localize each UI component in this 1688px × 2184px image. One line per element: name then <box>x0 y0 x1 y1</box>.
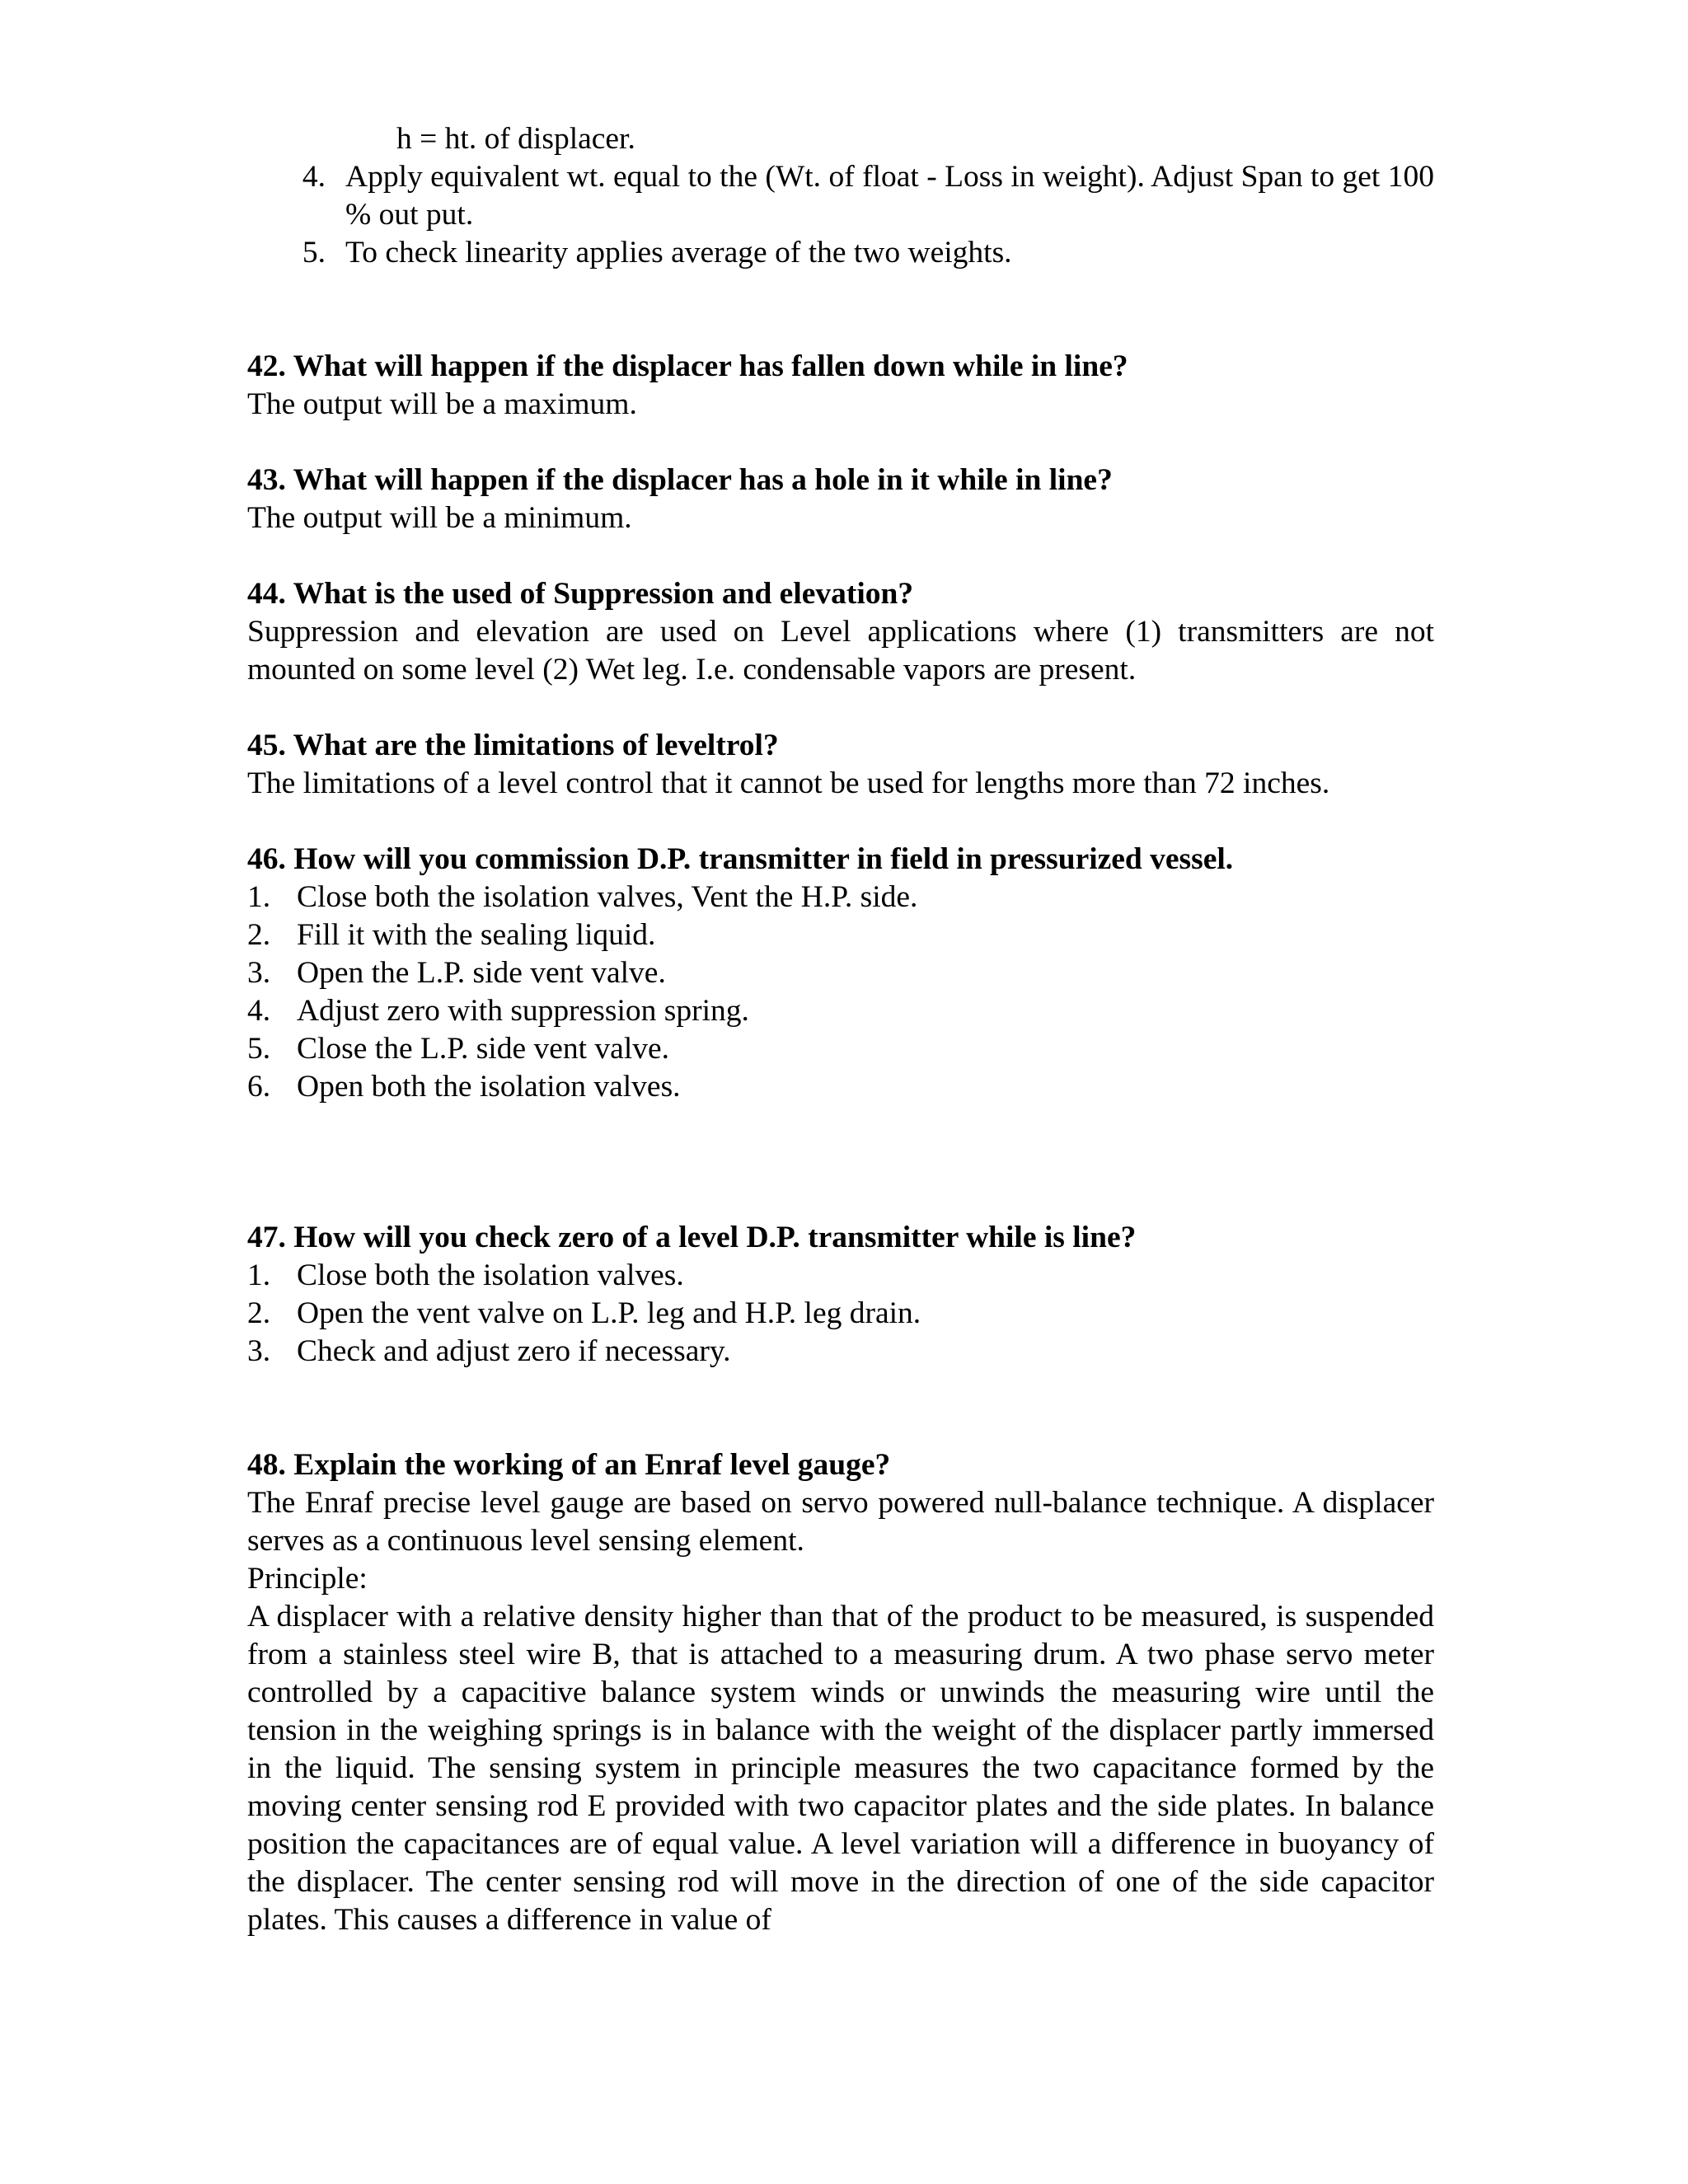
list-item <box>247 1068 1434 1106</box>
displacer-height-definition: h = ht. of displacer. <box>396 122 635 156</box>
question-44-answer: Suppression and elevation are used on Level applications where (1) transmitters are not mounted on some level (2) Wet leg. I.e. condensable vapors are present. <box>247 615 1434 687</box>
list-item <box>247 1030 1434 1068</box>
list-item-number: 5. <box>247 1032 271 1066</box>
list-item-text: Apply equivalent wt. equal to the (Wt. of float - Loss in weight). Adjust Span to get 100 % out put. <box>345 160 1434 232</box>
list-item-number: 6. <box>247 1070 271 1104</box>
list-item-number: 1. <box>247 1258 271 1292</box>
question-44-heading: 44. What is the used of Suppression and elevation? <box>247 577 914 611</box>
list-item-number: 4. <box>302 160 326 194</box>
question-45-heading: 45. What are the limitations of leveltrol? <box>247 729 779 762</box>
question-45-answer: The limitations of a level control that it cannot be used for lengths more than 72 inches. <box>247 766 1330 800</box>
principle-label: Principle: <box>247 1562 368 1596</box>
list-item <box>247 879 1434 916</box>
list-item-text: To check linearity applies average of the two weights. <box>345 236 1012 269</box>
question-48-heading: 48. Explain the working of an Enraf level gauge? <box>247 1448 891 1482</box>
list-item-text: Check and adjust zero if necessary. <box>297 1334 731 1368</box>
question-42-answer: The output will be a maximum. <box>247 387 637 421</box>
list-item <box>247 1333 1434 1371</box>
list-item <box>247 158 1434 234</box>
question-43-heading: 43. What will happen if the displacer has a hole in it while in line? <box>247 463 1113 497</box>
question-43-answer: The output will be a minimum. <box>247 501 632 535</box>
question-47-heading: 47. How will you check zero of a level D.P. transmitter while is line? <box>247 1221 1137 1254</box>
list-item <box>247 1257 1434 1295</box>
list-item-text: Close both the isolation valves, Vent the H.P. side. <box>297 880 918 914</box>
list-item-number: 2. <box>247 918 271 952</box>
list-item-number: 2. <box>247 1296 271 1330</box>
list-item-number: 4. <box>247 994 271 1028</box>
list-item-number: 3. <box>247 956 271 990</box>
list-item-number: 5. <box>302 236 326 269</box>
list-item-text: Open both the isolation valves. <box>297 1070 681 1104</box>
list-item <box>247 954 1434 992</box>
list-item-number: 3. <box>247 1334 271 1368</box>
question-47-steps <box>247 1257 1434 1371</box>
list-item <box>247 1295 1434 1333</box>
list-item <box>247 916 1434 954</box>
document-page <box>247 120 1434 1939</box>
question-48-answer: The Enraf precise level gauge are based on servo powered null-balance technique. A displacer serves as a continuous level sensing element. <box>247 1486 1434 1558</box>
list-item-text: Close both the isolation valves. <box>297 1258 684 1292</box>
question-42-heading: 42. What will happen if the displacer has fallen down while in line? <box>247 349 1128 383</box>
list-item <box>247 234 1434 272</box>
list-item-text: Adjust zero with suppression spring. <box>297 994 749 1028</box>
calibration-steps-list <box>247 158 1434 272</box>
list-item <box>247 992 1434 1030</box>
question-46-heading: 46. How will you commission D.P. transmitter in field in pressurized vessel. <box>247 842 1234 876</box>
list-item-number: 1. <box>247 880 271 914</box>
question-46-steps <box>247 879 1434 1106</box>
principle-paragraph: A displacer with a relative density higher than that of the product to be measured, is suspended from a stainless steel wire B, that is attached to a measuring drum. A two phase servo meter controlled by a capacitive balance system winds or unwinds the measuring wire until the tension in the weighing springs is in balance with the weight of the displacer partly immersed in the liquid. The sensing system in principle measures the two capacitance formed by the moving center sensing rod E provided with two capacitor plates and the side plates. In balance position the capacitances are of equal value. A level variation will a difference in buoyancy of the displacer. The center sensing rod will move in the direction of one of the side capacitor plates. This causes a difference in value of <box>247 1600 1434 1937</box>
list-item-text: Open the L.P. side vent valve. <box>297 956 666 990</box>
list-item-text: Open the vent valve on L.P. leg and H.P. leg drain. <box>297 1296 921 1330</box>
list-item-text: Close the L.P. side vent valve. <box>297 1032 670 1066</box>
list-item-text: Fill it with the sealing liquid. <box>297 918 656 952</box>
